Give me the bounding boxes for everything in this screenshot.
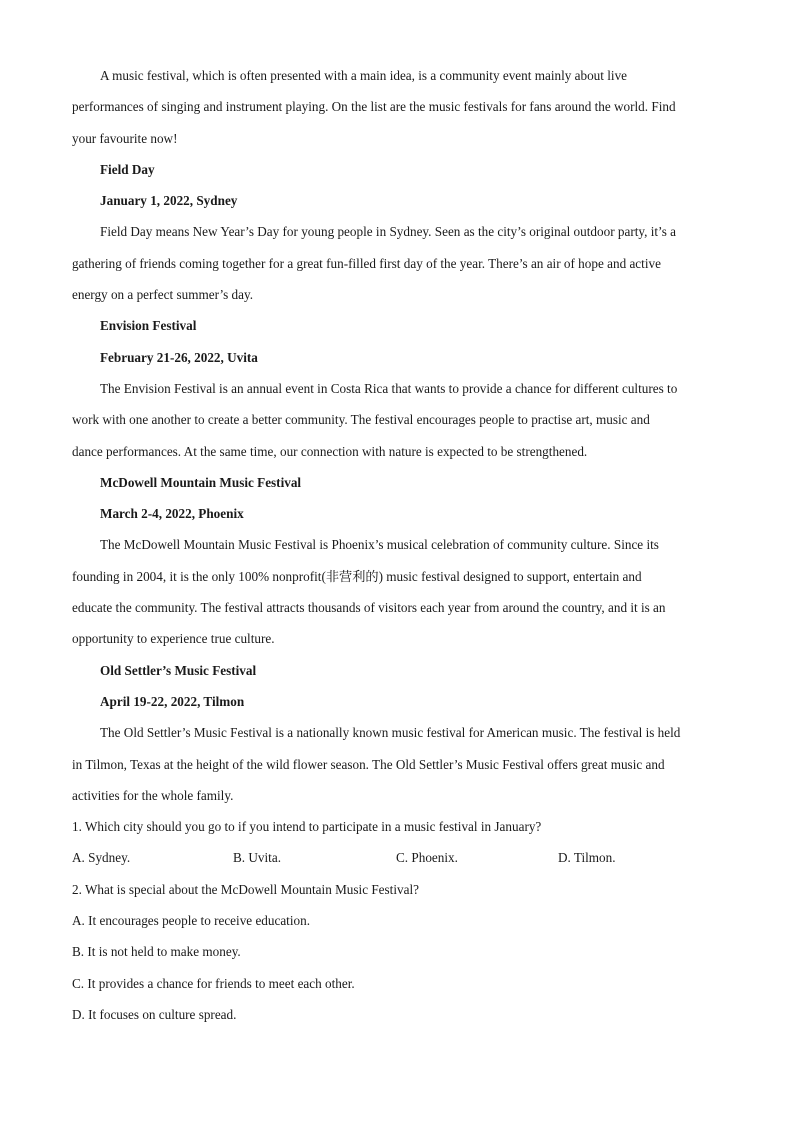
- description-line: opportunity to experience true culture.: [72, 631, 275, 647]
- option-d[interactable]: D. Tilmon.: [558, 850, 616, 866]
- document-page: [72, 60, 722, 1030]
- festival-date: February 21-26, 2022, Uvita: [100, 349, 258, 365]
- description-line: The Envision Festival is an annual event in Costa Rica that wants to provide a chance for different cultures to: [100, 380, 678, 396]
- festival-date: March 2-4, 2022, Phoenix: [100, 506, 244, 522]
- festival-description: [72, 373, 722, 467]
- intro-line: A music festival, which is often presented with a main idea, is a community event mainly about live: [100, 68, 628, 83]
- description-line: The McDowell Mountain Music Festival is Phoenix’s musical celebration of community culture. Since its: [100, 537, 659, 553]
- description-line: founding in 2004, it is the only 100% nonprofit(非营利的) music festival designed to support, entertain and: [72, 568, 642, 584]
- description-line: educate the community. The festival attracts thousands of visitors each year from around the country, and it is an: [72, 600, 666, 616]
- option-c[interactable]: C. Phoenix.: [396, 850, 458, 866]
- festival-title: McDowell Mountain Music Festival: [100, 474, 302, 490]
- option-b[interactable]: B. Uvita.: [233, 850, 281, 866]
- festival-description: [72, 717, 722, 811]
- description-line: activities for the whole family.: [72, 787, 234, 803]
- festival-title: Envision Festival: [100, 318, 197, 334]
- description-line: Field Day means New Year’s Day for young people in Sydney. Seen as the city’s original outdoor party, it’s a: [100, 224, 676, 240]
- festival-date: January 1, 2022, Sydney: [100, 193, 238, 209]
- intro-paragraph: [72, 60, 722, 154]
- festival-title: Old Settler’s Music Festival: [100, 662, 257, 678]
- description-line: dance performances. At the same time, our connection with nature is expected to be strengthened.: [72, 443, 588, 459]
- option-b[interactable]: B. It is not held to make money.: [72, 944, 241, 960]
- option-a[interactable]: A. It encourages people to receive education.: [72, 913, 310, 929]
- question-1-text: 1. Which city should you go to if you intend to participate in a music festival in January?: [72, 819, 542, 835]
- festival-title: Field Day: [100, 161, 155, 177]
- option-c[interactable]: C. It provides a chance for friends to meet each other.: [72, 975, 355, 991]
- festival-description: [72, 529, 722, 654]
- intro-line: performances of singing and instrument playing. On the list are the music festivals for fans around the world. Find: [72, 99, 676, 115]
- intro-line: your favourite now!: [72, 130, 178, 146]
- festival-date: April 19-22, 2022, Tilmon: [100, 693, 245, 709]
- description-line: gathering of friends coming together for a great fun-filled first day of the year. There’s an air of hope and active: [72, 255, 661, 271]
- description-line: in Tilmon, Texas at the height of the wild flower season. The Old Settler’s Music Festival offers great music and: [72, 756, 665, 772]
- description-line: energy on a perfect summer’s day.: [72, 287, 254, 303]
- option-a[interactable]: A. Sydney.: [72, 850, 131, 866]
- description-line: work with one another to create a better community. The festival encourages people to practise art, music and: [72, 412, 650, 428]
- question-2-text: 2. What is special about the McDowell Mountain Music Festival?: [72, 881, 419, 897]
- festival-description: [72, 216, 722, 310]
- question-1-options: [72, 842, 722, 873]
- description-line: The Old Settler’s Music Festival is a nationally known music festival for American music. The festival is held: [100, 725, 681, 741]
- option-d[interactable]: D. It focuses on culture spread.: [72, 1006, 237, 1022]
